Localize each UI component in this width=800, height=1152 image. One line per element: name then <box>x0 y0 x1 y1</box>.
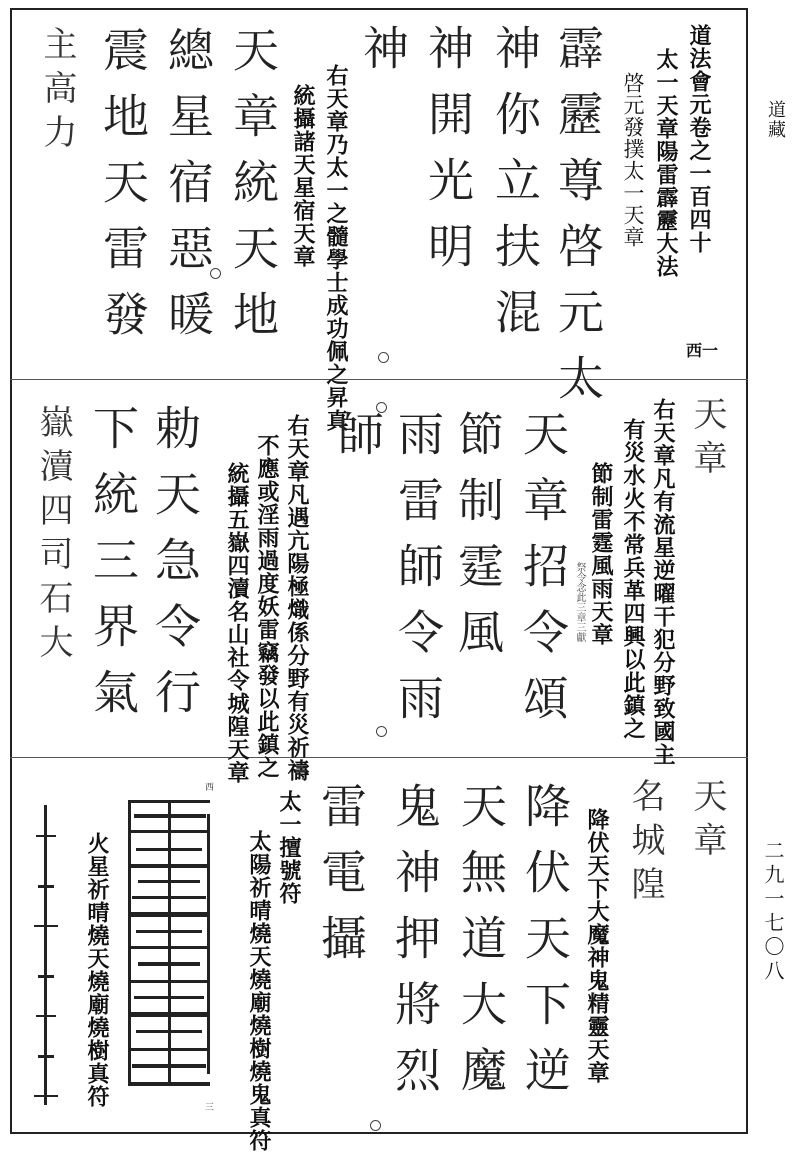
talisman-drawing <box>34 805 58 1105</box>
seal-column: 嶽瀆四司石大 <box>33 404 73 668</box>
circle-mark <box>378 352 389 363</box>
talisman-tag: 太一擅號符 <box>276 790 302 905</box>
seal-column: 神 <box>356 24 410 90</box>
seal-column: 主高力 <box>37 26 77 158</box>
seal-column: 神你立扶混 <box>488 24 542 354</box>
seal-note: 有災水火不常兵革四興以此鎮之 <box>620 418 646 740</box>
seal-column: 天章 <box>687 778 727 866</box>
seal-column: 雨雷師令雨 <box>391 410 445 740</box>
circle-mark <box>210 268 221 279</box>
margin-title: 道藏 <box>765 100 786 140</box>
seal-note: 降伏天下大魔神鬼精靈天章 <box>584 808 610 1084</box>
seal-note: 右天章乃太一之髓學士成功佩之昇真 <box>323 64 349 432</box>
seal-note: 右天章凡遇亢陽極熾係分野有災祈禱 <box>284 414 310 782</box>
seal-column: 天章招令頌 <box>516 410 570 740</box>
seal-column: 天章統天地 <box>226 26 280 356</box>
seal-column: 節制霆風 <box>451 410 505 674</box>
section-title: 太一天章陽雷霹靂大法 <box>653 48 679 278</box>
seal-note: 統攝諸天星宿天章 <box>290 84 316 268</box>
seal-column: 下統三界氣 <box>86 404 140 734</box>
circle-mark <box>370 1120 381 1131</box>
seal-column: 震地天雷發 <box>96 26 150 356</box>
seal-column: 天無道大魔 <box>454 782 508 1112</box>
talisman-caption: 火星祈晴燒天燒廟燒樹真符 <box>84 832 110 1108</box>
page-mark: 西一 <box>686 341 719 360</box>
seal-column: 勅天急令行 <box>148 404 202 734</box>
seal-column: 降伏天下逆 <box>518 782 572 1112</box>
panel-divider-1 <box>10 379 748 380</box>
seal-column: 雷電攝 <box>314 782 368 980</box>
talisman-mark-bottom: 三 <box>205 1103 215 1113</box>
seal-column: 神開光明 <box>421 24 475 288</box>
talisman-mark-top: 西 <box>205 783 215 793</box>
seal-column: 霹靂尊啓元太 <box>551 24 605 420</box>
panel-divider-2 <box>10 757 748 758</box>
section-subtitle: 啓元發撲太一天章 <box>621 72 645 248</box>
section-title: 節制雷霆風雨天章 <box>588 462 614 646</box>
seal-note: 右天章凡有流星逆曜干犯分野致國主 <box>650 398 676 766</box>
volume-header: 道法會元卷之一百四十 <box>686 24 712 254</box>
circle-mark <box>376 402 387 413</box>
talisman-caption: 太陽祈晴燒天燒廟燒樹燒鬼真符 <box>246 830 272 1152</box>
seal-column: 總星宿惡暖 <box>161 26 215 356</box>
margin-page-number: 二九一七〇八 <box>761 840 785 984</box>
title-annotation: 祭令念此三章三獻 <box>574 562 585 642</box>
seal-column: 鬼神押將烈 <box>388 782 442 1112</box>
seal-column: 師 <box>331 410 385 476</box>
seal-note: 統攝五嶽四瀆名山社令城隍天章 <box>224 462 250 784</box>
seal-note: 不應或淫雨過度妖雷竊發以此鎮之 <box>254 434 280 779</box>
seal-column: 名城隍 <box>625 778 665 910</box>
talisman-drawing <box>128 800 210 1090</box>
seal-column: 天章 <box>687 396 727 484</box>
circle-mark <box>376 726 387 737</box>
